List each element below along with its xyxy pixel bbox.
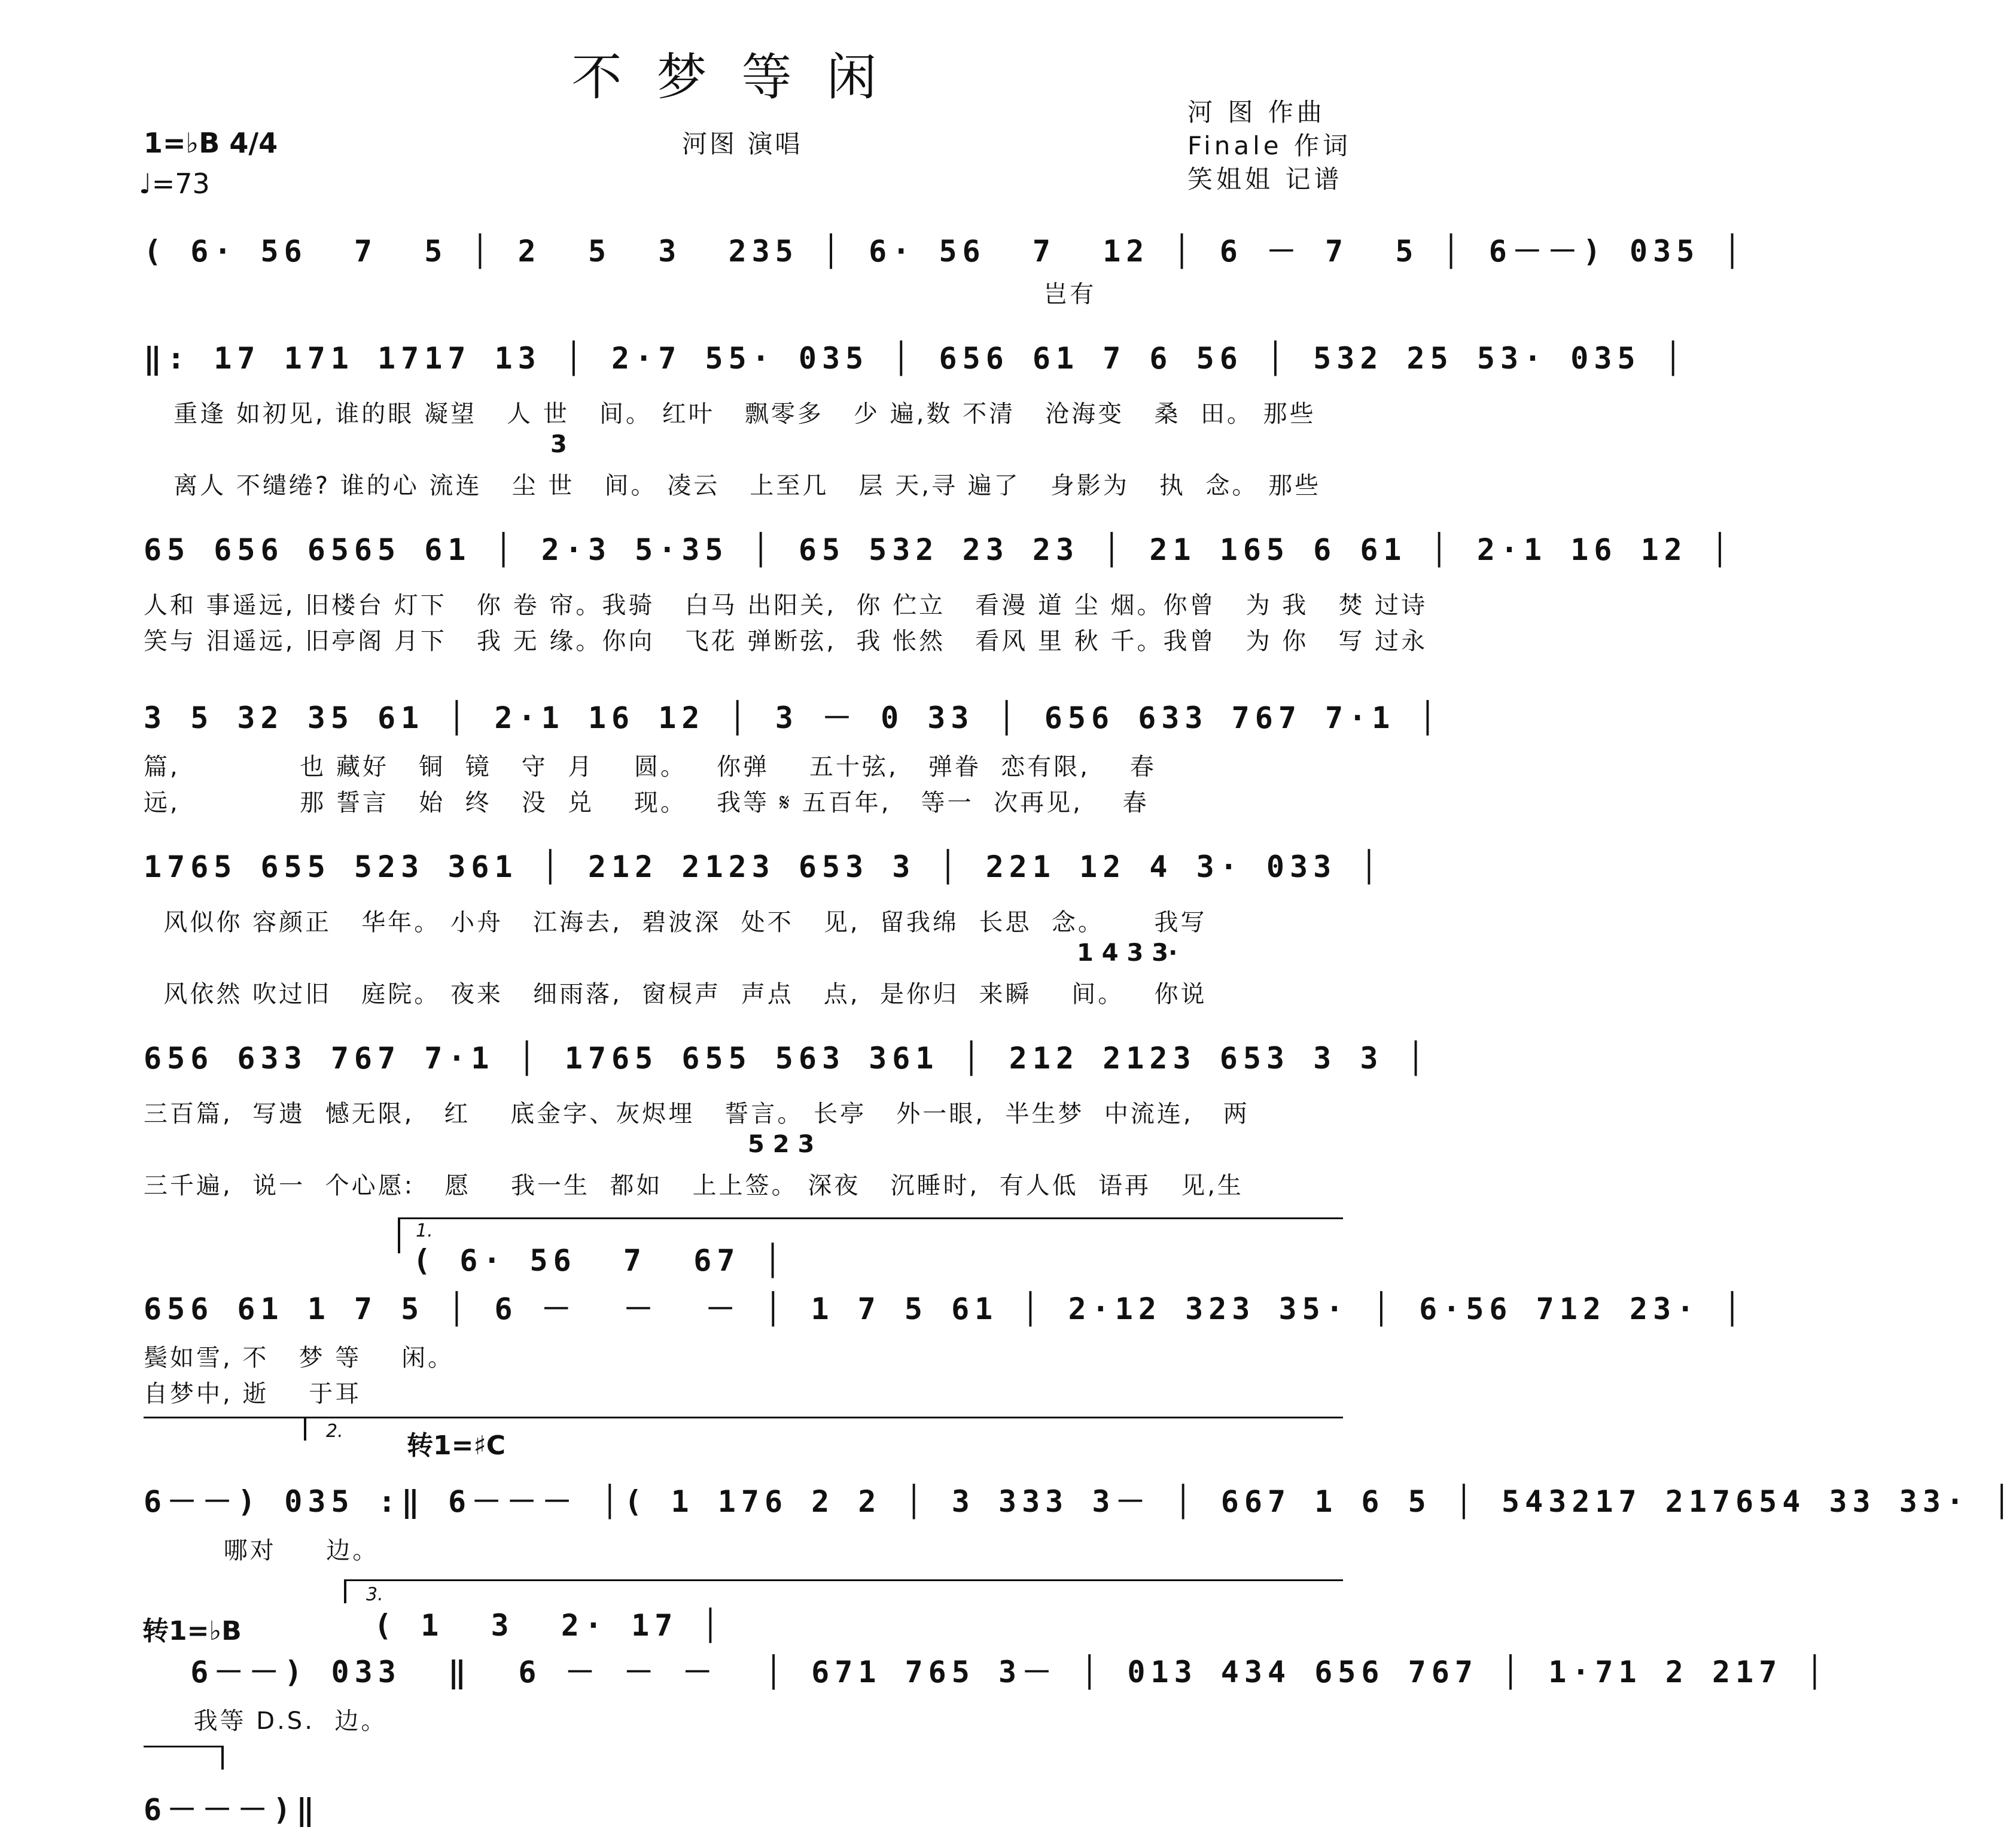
- lyric-line-1: 重逢 如初见, 谁的眼 凝望 人 世 间。 红叶 飘零多 少 遍,数 不清 沧海变 桑 田。 那些: [144, 400, 1316, 428]
- notation-line: 6－－) 035 :‖ 6－－－ │( 1 176 2 2 │ 3 333 3－ │ 667 1 6 5 │ 543217 217654 33 33· │: [144, 1484, 2016, 1519]
- notation-line: 1765 655 523 361 │ 212 2123 653 3 │ 221 12 4 3· 033 │: [144, 849, 1384, 884]
- lyric-line-2: 自梦中, 逝 于耳: [144, 1380, 362, 1408]
- grace-note: 1 4 3 3·: [1077, 939, 1178, 967]
- lyricist-credit: Finale 作词: [1187, 131, 1351, 160]
- lyric-line-1: 岂有: [144, 281, 1097, 308]
- lyric-line-1: 哪对 边。: [144, 1537, 379, 1564]
- lyric-line-1: 三百篇, 写遗 憾无限, 红 底金字、灰烬埋 誓言。 长亭 外一眼, 半生梦 中流连, 两: [144, 1100, 1250, 1128]
- notation-line: 6－－) 033 ‖ 6 － － － │ 671 765 3－ │ 013 434 656 767 │ 1·71 2 217 │: [144, 1655, 1829, 1689]
- key-change-sharp-c: 转1=♯C: [407, 1430, 506, 1461]
- volta-2-bracket: [144, 1417, 1343, 1418]
- volta-1-bracket: [398, 1217, 1343, 1219]
- singer-credit: 河图 演唱: [682, 129, 803, 159]
- volta-1-edge: [398, 1217, 400, 1253]
- lyric-line-1: 鬓如雪, 不 梦 等 闲。: [144, 1344, 455, 1372]
- credits-block: [1187, 96, 1351, 196]
- grace-note: 5 2 3: [748, 1131, 815, 1158]
- final-bracket: [144, 1746, 223, 1747]
- page-title: 不梦等闲: [571, 48, 912, 106]
- volta-2-edge: [304, 1417, 306, 1441]
- notation-line: ( 6· 56 7 5 │ 2 5 3 235 │ 6· 56 7 12 │ 6 － 7 5 │ 6－－) 035 │: [144, 234, 1747, 269]
- volta-3-prelude: ( 1 3 2· 17 │: [374, 1608, 725, 1643]
- volta-1-prelude: ( 6· 56 7 67 │: [413, 1243, 787, 1278]
- notation-line: 3 5 32 35 61 │ 2·1 16 12 │ 3 － 0 33 │ 656 633 767 7·1 │: [144, 701, 1442, 735]
- notation-line: 6－－－)‖: [144, 1792, 320, 1827]
- volta-2-label: 2.: [326, 1421, 343, 1442]
- lyric-line-2: 离人 不缱绻? 谁的心 流连 尘 世 间。 凌云 上至几 层 天,寻 遍了 身影为 执 念。 那些: [144, 472, 1321, 500]
- volta-3-label: 3.: [366, 1584, 383, 1605]
- notation-line: 65 656 6565 61 │ 2·3 5·35 │ 65 532 23 23 │ 21 165 6 61 │ 2·1 16 12 │: [144, 532, 1734, 567]
- transcriber-credit: 笑姐姐 记谱: [1187, 165, 1343, 194]
- volta-1-label: 1.: [416, 1220, 433, 1241]
- notation-line: 656 633 767 7·1 │ 1765 655 563 361 │ 212 2123 653 3 3 │: [144, 1041, 1430, 1076]
- lyric-line-2: 笑与 泪遥远, 旧亭阁 月下 我 无 缘。你向 飞花 弹断弦, 我 怅然 看风 里 秋 千。我曾 为 你 写 过永: [144, 628, 1428, 655]
- notation-line: ‖: 17 171 1717 13 │ 2·7 55· 035 │ 656 61 7 6 56 │ 532 25 53· 035 │: [144, 341, 1688, 376]
- volta-3-edge: [344, 1579, 346, 1603]
- lyric-line-1: 人和 事遥远, 旧楼台 灯下 你 卷 帘。我骑 白马 出阳关, 你 伫立 看漫 道 尘 烟。你曾 为 我 焚 过诗: [144, 592, 1428, 619]
- key-signature: 1=♭B 4/4: [144, 127, 278, 159]
- lyric-line-2: 远, 那 誓言 始 终 没 兑 现。 我等 𝄋 五百年, 等一 次再见, 春: [144, 789, 1149, 817]
- final-bracket-edge: [221, 1746, 224, 1770]
- volta-3-bracket: [344, 1579, 1343, 1581]
- tempo-marking: ♩=73: [139, 168, 210, 200]
- lyric-line-1: 篇, 也 藏好 铜 镜 守 月 圆。 你弹 五十弦, 弹眷 恋有限, 春: [144, 753, 1156, 781]
- lyric-line-1: 我等 D.S. 边。: [144, 1707, 388, 1735]
- lyric-line-2: 三千遍, 说一 个心愿: 愿 我一生 都如 上上签。 深夜 沉睡时, 有人低 语再 见,生: [144, 1172, 1244, 1199]
- notation-line: 656 61 1 7 5 │ 6 － － － │ 1 7 5 61 │ 2·12 323 35· │ 6·56 712 23· │: [144, 1292, 1747, 1326]
- composer-credit: 河 图 作曲: [1187, 98, 1326, 127]
- grace-note: 3: [550, 431, 567, 458]
- key-change-flat-b: 转1=♭B: [142, 1616, 242, 1646]
- lyric-line-2: 风依然 吹过旧 庭院。 夜来 细雨落, 窗棂声 声点 点, 是你归 来瞬 间。 你说: [144, 981, 1207, 1008]
- lyric-line-1: 风似你 容颜正 华年。 小舟 江海去, 碧波深 处不 见, 留我绵 长思 念。 我写: [144, 909, 1207, 936]
